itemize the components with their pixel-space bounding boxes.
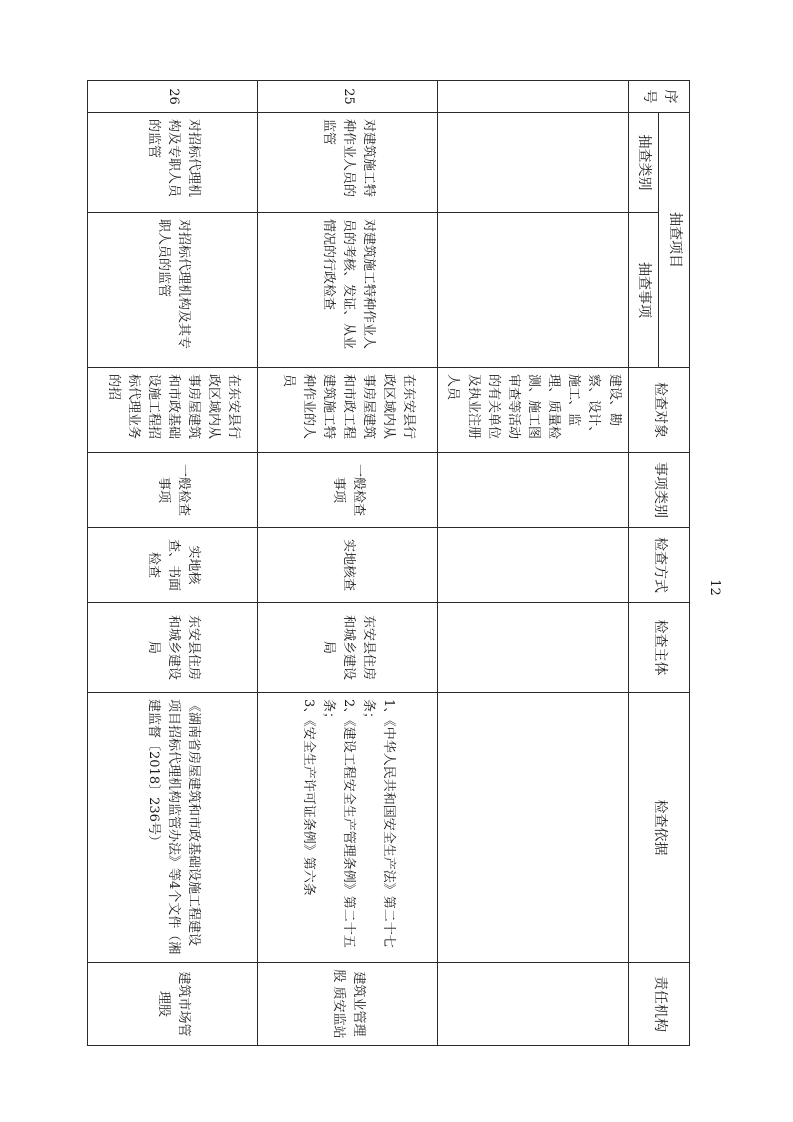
header-inspect-subject: 检查主体	[628, 603, 689, 693]
row-category: 对招标代理机构及专职人员的监管	[88, 113, 258, 213]
row-method: 实地核查、书面检查	[88, 528, 258, 603]
table-row	[258, 81, 438, 1046]
page-number: 12	[706, 579, 722, 596]
header-spot-check-category: 抽查类别	[628, 113, 659, 213]
row-type	[438, 453, 628, 528]
row-org: 建筑业管理股 质安监站	[258, 963, 438, 1046]
row-matter	[438, 213, 628, 368]
row-category: 对建筑施工特种作业人员的监管	[258, 113, 438, 213]
row-type: 一般检查事项	[88, 453, 258, 528]
row-category	[438, 113, 628, 213]
row-subject: 东安县住房和城乡建设局	[88, 603, 258, 693]
header-inspect-method: 检查方式	[628, 528, 689, 603]
row-org	[438, 963, 628, 1046]
header-spot-check-item: 抽查项目	[659, 113, 690, 368]
row-matter: 对建筑施工特种作业人员的考核、发证、从业情况的行政检查	[258, 213, 438, 368]
header-inspect-object: 检查对象	[628, 368, 689, 453]
row-subject: 东安县住房和城乡建设局	[258, 603, 438, 693]
row-basis	[88, 693, 258, 963]
row-method	[438, 528, 628, 603]
row-type: 一般检查事项	[258, 453, 438, 528]
header-row-1	[659, 81, 690, 1046]
header-spot-check-matter: 抽查事项	[628, 213, 659, 368]
basis-line: 《湖南省房屋建筑和市政基础设施工程建设项目招标代理机构监管办法》等4个文件（湘建监督〔2018〕236号）	[145, 699, 202, 955]
inspection-table	[87, 80, 690, 1046]
header-matter-type: 事项类别	[628, 453, 689, 528]
row-basis	[438, 693, 628, 963]
rotated-table-sheet	[90, 80, 690, 1045]
row-seq	[438, 81, 628, 113]
basis-line: 3、《安全生产许可证条例》第六条	[300, 699, 316, 896]
basis-line: 1、《中华人民共和国安全生产法》第二十七条；	[361, 699, 397, 948]
row-subject	[438, 603, 628, 693]
table-row	[438, 81, 628, 1046]
row-basis	[258, 693, 438, 963]
header-responsible-org: 责任机构	[628, 963, 689, 1046]
row-method: 实地核查	[258, 528, 438, 603]
basis-line: 2、《建设工程安全生产管理条例》第二十五条；	[320, 699, 356, 948]
row-object: 在东安县行政区域内从事房屋建筑和市政基础设施工程招标代理业务的招	[88, 368, 258, 453]
row-org: 建筑市场管理股	[88, 963, 258, 1046]
row-seq: 25	[258, 81, 438, 113]
row-matter: 对招标代理机构及其专职人员的监管	[88, 213, 258, 368]
row-object: 在东安县行政区域内从事房屋建筑和市政工程建筑施工特种作业的人员	[258, 368, 438, 453]
header-inspect-basis: 检查依据	[628, 693, 689, 963]
header-seq: 序号	[628, 81, 689, 113]
row-seq: 26	[88, 81, 258, 113]
row-object: 建设、勘察、设计、施工、监理、质量检测、施工图审查等活动的有关单位及执业注册人员	[438, 368, 628, 453]
table-row	[88, 81, 258, 1046]
